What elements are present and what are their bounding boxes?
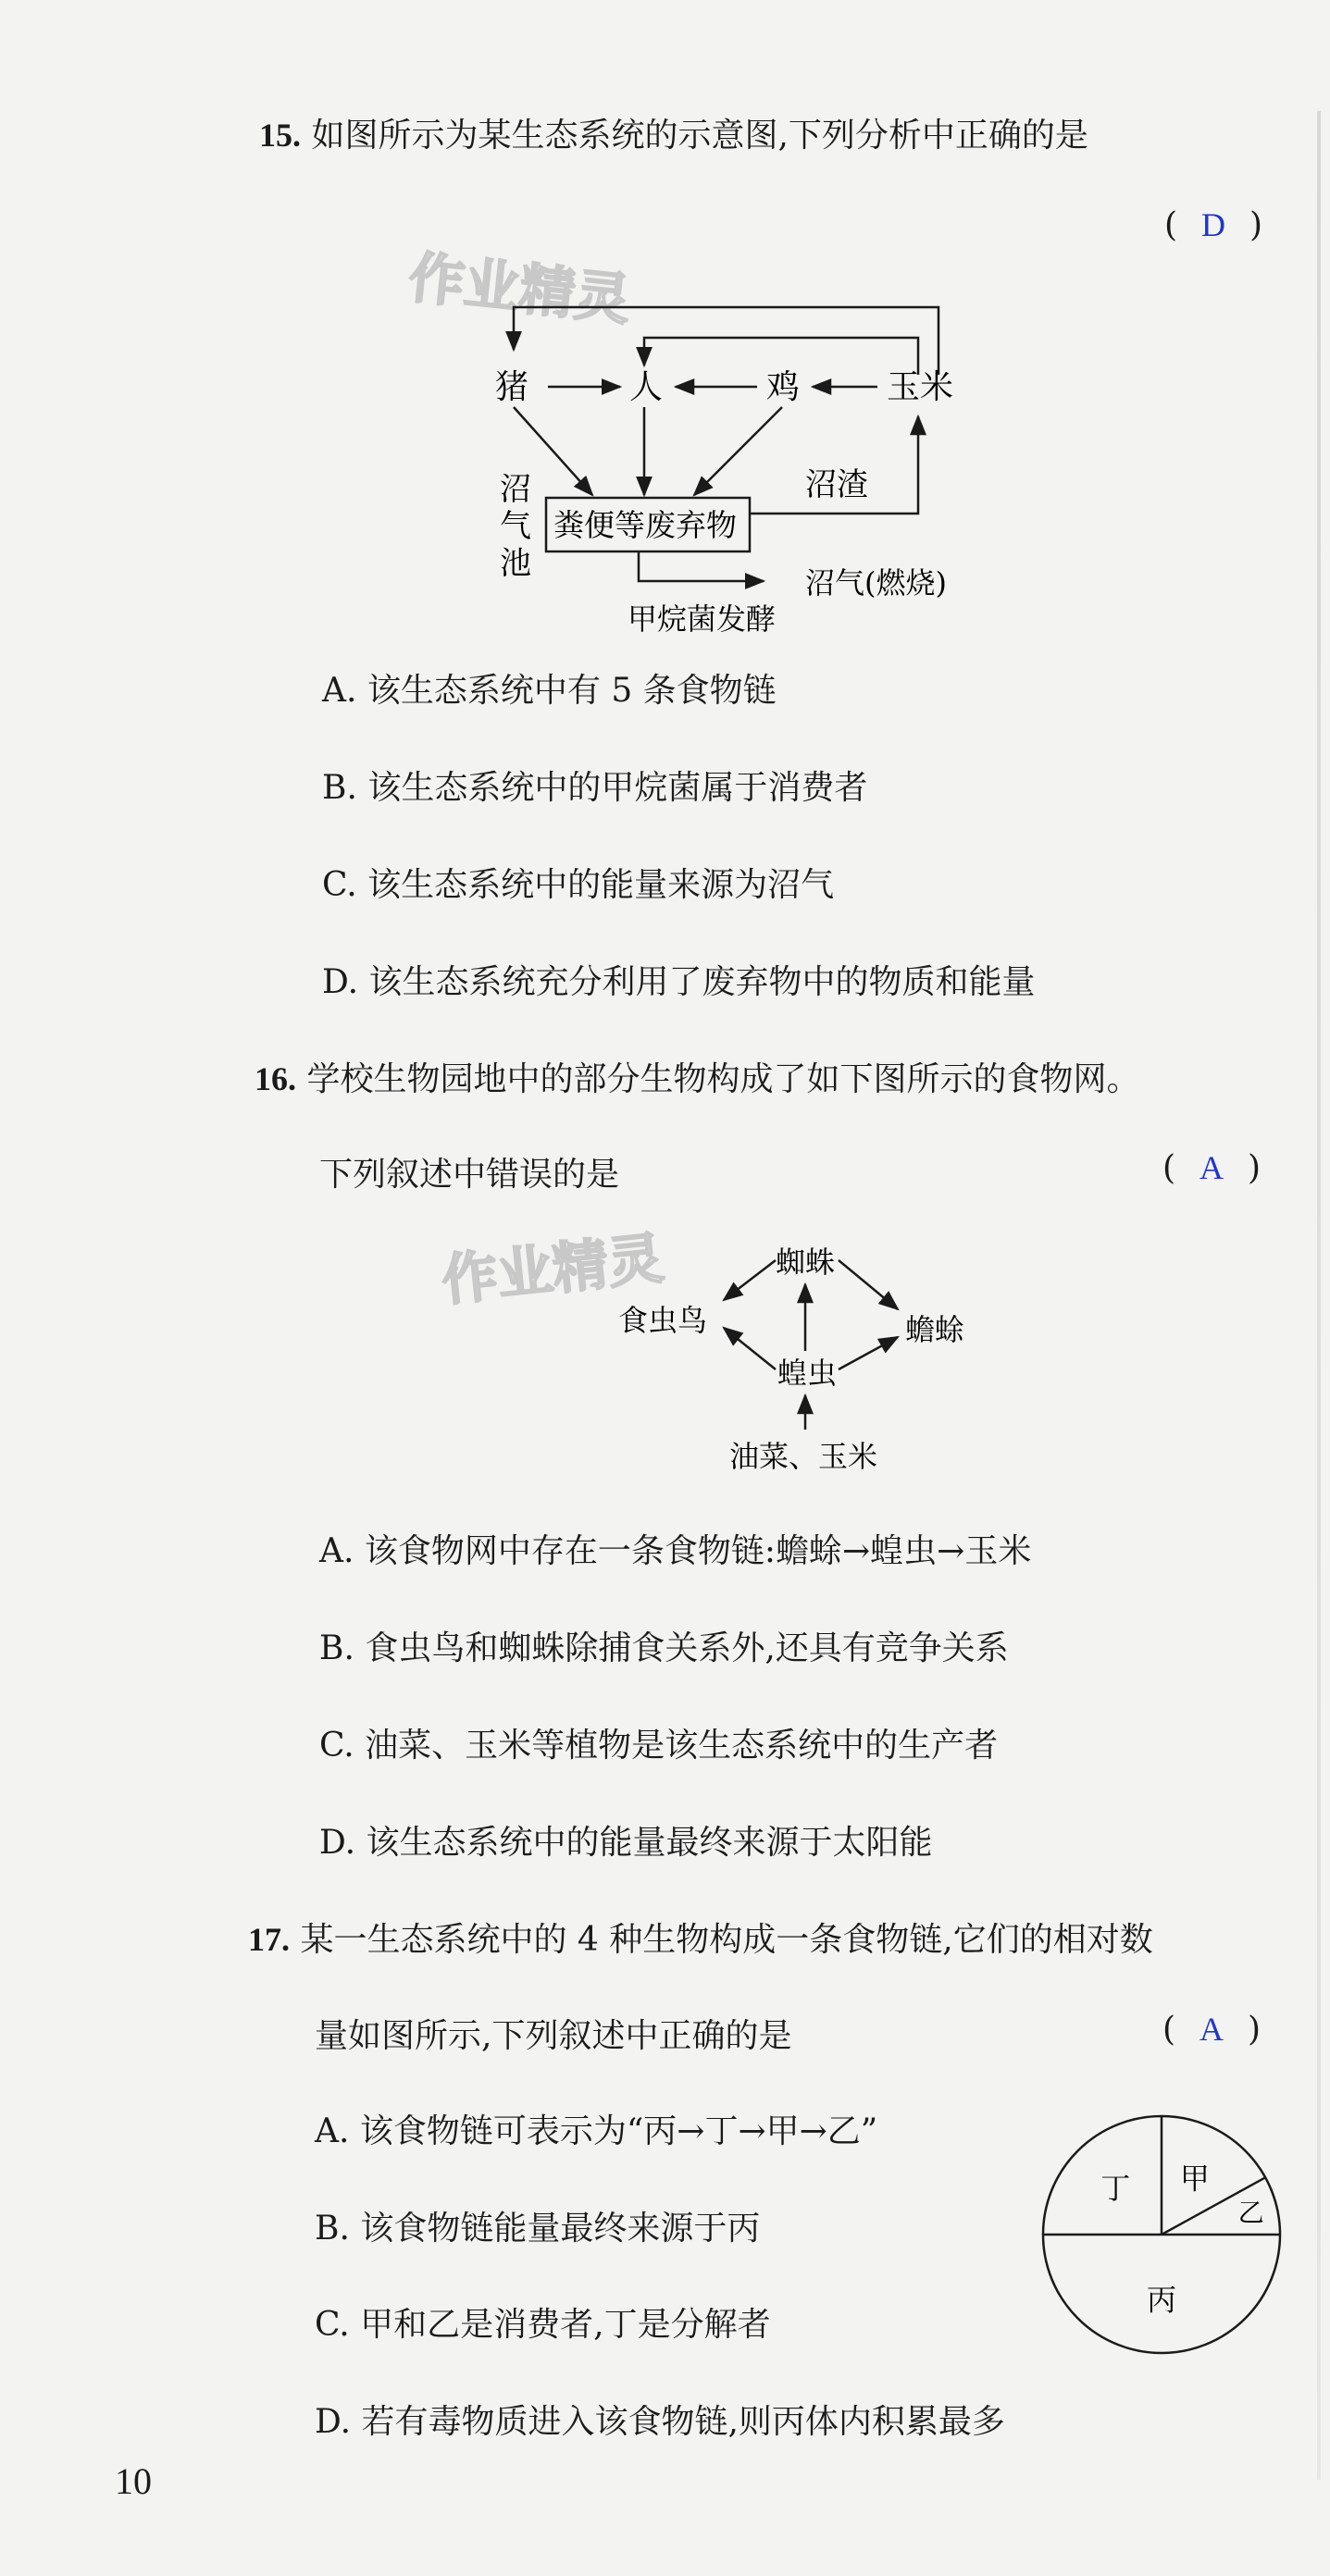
pie-slice-label: 丙 [1146,2282,1177,2318]
q15-option-c: C. 该生态系统中的能量来源为沼气 [322,866,835,904]
arrow-chicken-to-waste [694,407,782,495]
q16-number: 16. [255,1060,296,1097]
q17-option-a: A. 该食物链可表示为“丙→丁→甲→乙” [315,2112,878,2150]
q15-stem: 15. 如图所示为某生态系统的示意图,下列分析中正确的是 [259,117,1088,155]
pie-slice-label: 丁 [1100,2171,1131,2207]
q17-stem-line2: 量如图所示,下列叙述中正确的是 [315,2017,792,2055]
pie-slice-label: 甲 [1179,2161,1210,2197]
q15-option-d: D. 该生态系统充分利用了废弃物中的物质和能量 [322,963,1036,1001]
arrow-spider-to-bird [724,1260,776,1300]
label-pool-2: 气 [500,508,531,545]
node-toad: 蟾蜍 [905,1312,965,1347]
label-residue: 沼渣 [805,466,868,503]
q16-stem-line2: 下列叙述中错误的是 [319,1156,620,1194]
q17-stem-line1: 17. 某一生态系统中的 4 种生物构成一条食物链,它们的相对数 [248,1921,1153,1959]
arrow-spider-to-toad [839,1260,898,1309]
q17-option-b: B. 该食物链能量最终来源于丙 [315,2210,761,2248]
node-spider: 蜘蛛 [776,1245,836,1280]
node-bird: 食虫鸟 [618,1303,708,1338]
node-human: 人 [629,368,664,406]
q17-answer-letter: A [1199,2011,1224,2048]
arrow-locust-to-bird [724,1328,776,1369]
q15-answer: ( D ) [1164,206,1263,244]
label-pool-3: 池 [500,545,531,582]
q15-number: 15. [259,117,301,154]
node-waste: 粪便等废弃物 [553,507,737,543]
arrow-to-biogas [639,551,764,581]
node-pig: 猪 [495,368,529,406]
q17-pie-chart [1027,2100,1296,2369]
q16-option-c: C. 油菜、玉米等植物是该生态系统中的生产者 [319,1727,999,1765]
label-bacteria: 甲烷菌发酵 [628,601,777,637]
q17-option-d: D. 若有毒物质进入该食物链,则丙体内积累最多 [315,2403,1005,2441]
page-number: 10 [115,2460,152,2502]
q16-answer-letter: A [1199,1149,1224,1186]
node-chicken: 鸡 [766,368,801,406]
node-locust: 蝗虫 [777,1356,838,1391]
q16-stem-line1: 16. 学校生物园地中的部分生物构成了如下图所示的食物网。 [255,1060,1140,1098]
label-biogas: 沼气(燃烧) [805,565,947,601]
node-plants: 油菜、玉米 [729,1439,878,1474]
q16-answer: ( A ) [1162,1149,1262,1187]
q16-option-a: A. 该食物网中存在一条食物链:蟾蜍→蝗虫→玉米 [319,1532,1032,1570]
q15-answer-letter: D [1201,206,1226,243]
q17-answer: ( A ) [1162,2011,1262,2049]
q15-watermark: 作业精灵 [405,245,634,334]
q15-option-a: A. 该生态系统中有 5 条食物链 [322,672,777,710]
q15-ecosystem-diagram [370,236,1037,643]
q15-option-b: B. 该生态系统中的甲烷菌属于消费者 [322,769,868,807]
arrow-locust-to-toad [839,1337,898,1369]
pie-slice-label: 乙 [1237,2198,1264,2229]
q16-option-d: D. 该生态系统中的能量最终来源于太阳能 [319,1824,933,1862]
q16-watermark: 作业精灵 [439,1226,667,1314]
node-corn: 玉米 [887,368,954,406]
label-pool-1: 沼 [500,471,531,508]
q16-food-web-diagram [435,1221,1009,1480]
q17-number: 17. [248,1921,290,1958]
q17-option-c: C. 甲和乙是消费者,丁是分解者 [315,2306,771,2344]
q16-option-b: B. 食虫鸟和蜘蛛除捕食关系外,还具有竞争关系 [319,1629,1009,1667]
page-edge-shadow [1317,111,1321,2480]
